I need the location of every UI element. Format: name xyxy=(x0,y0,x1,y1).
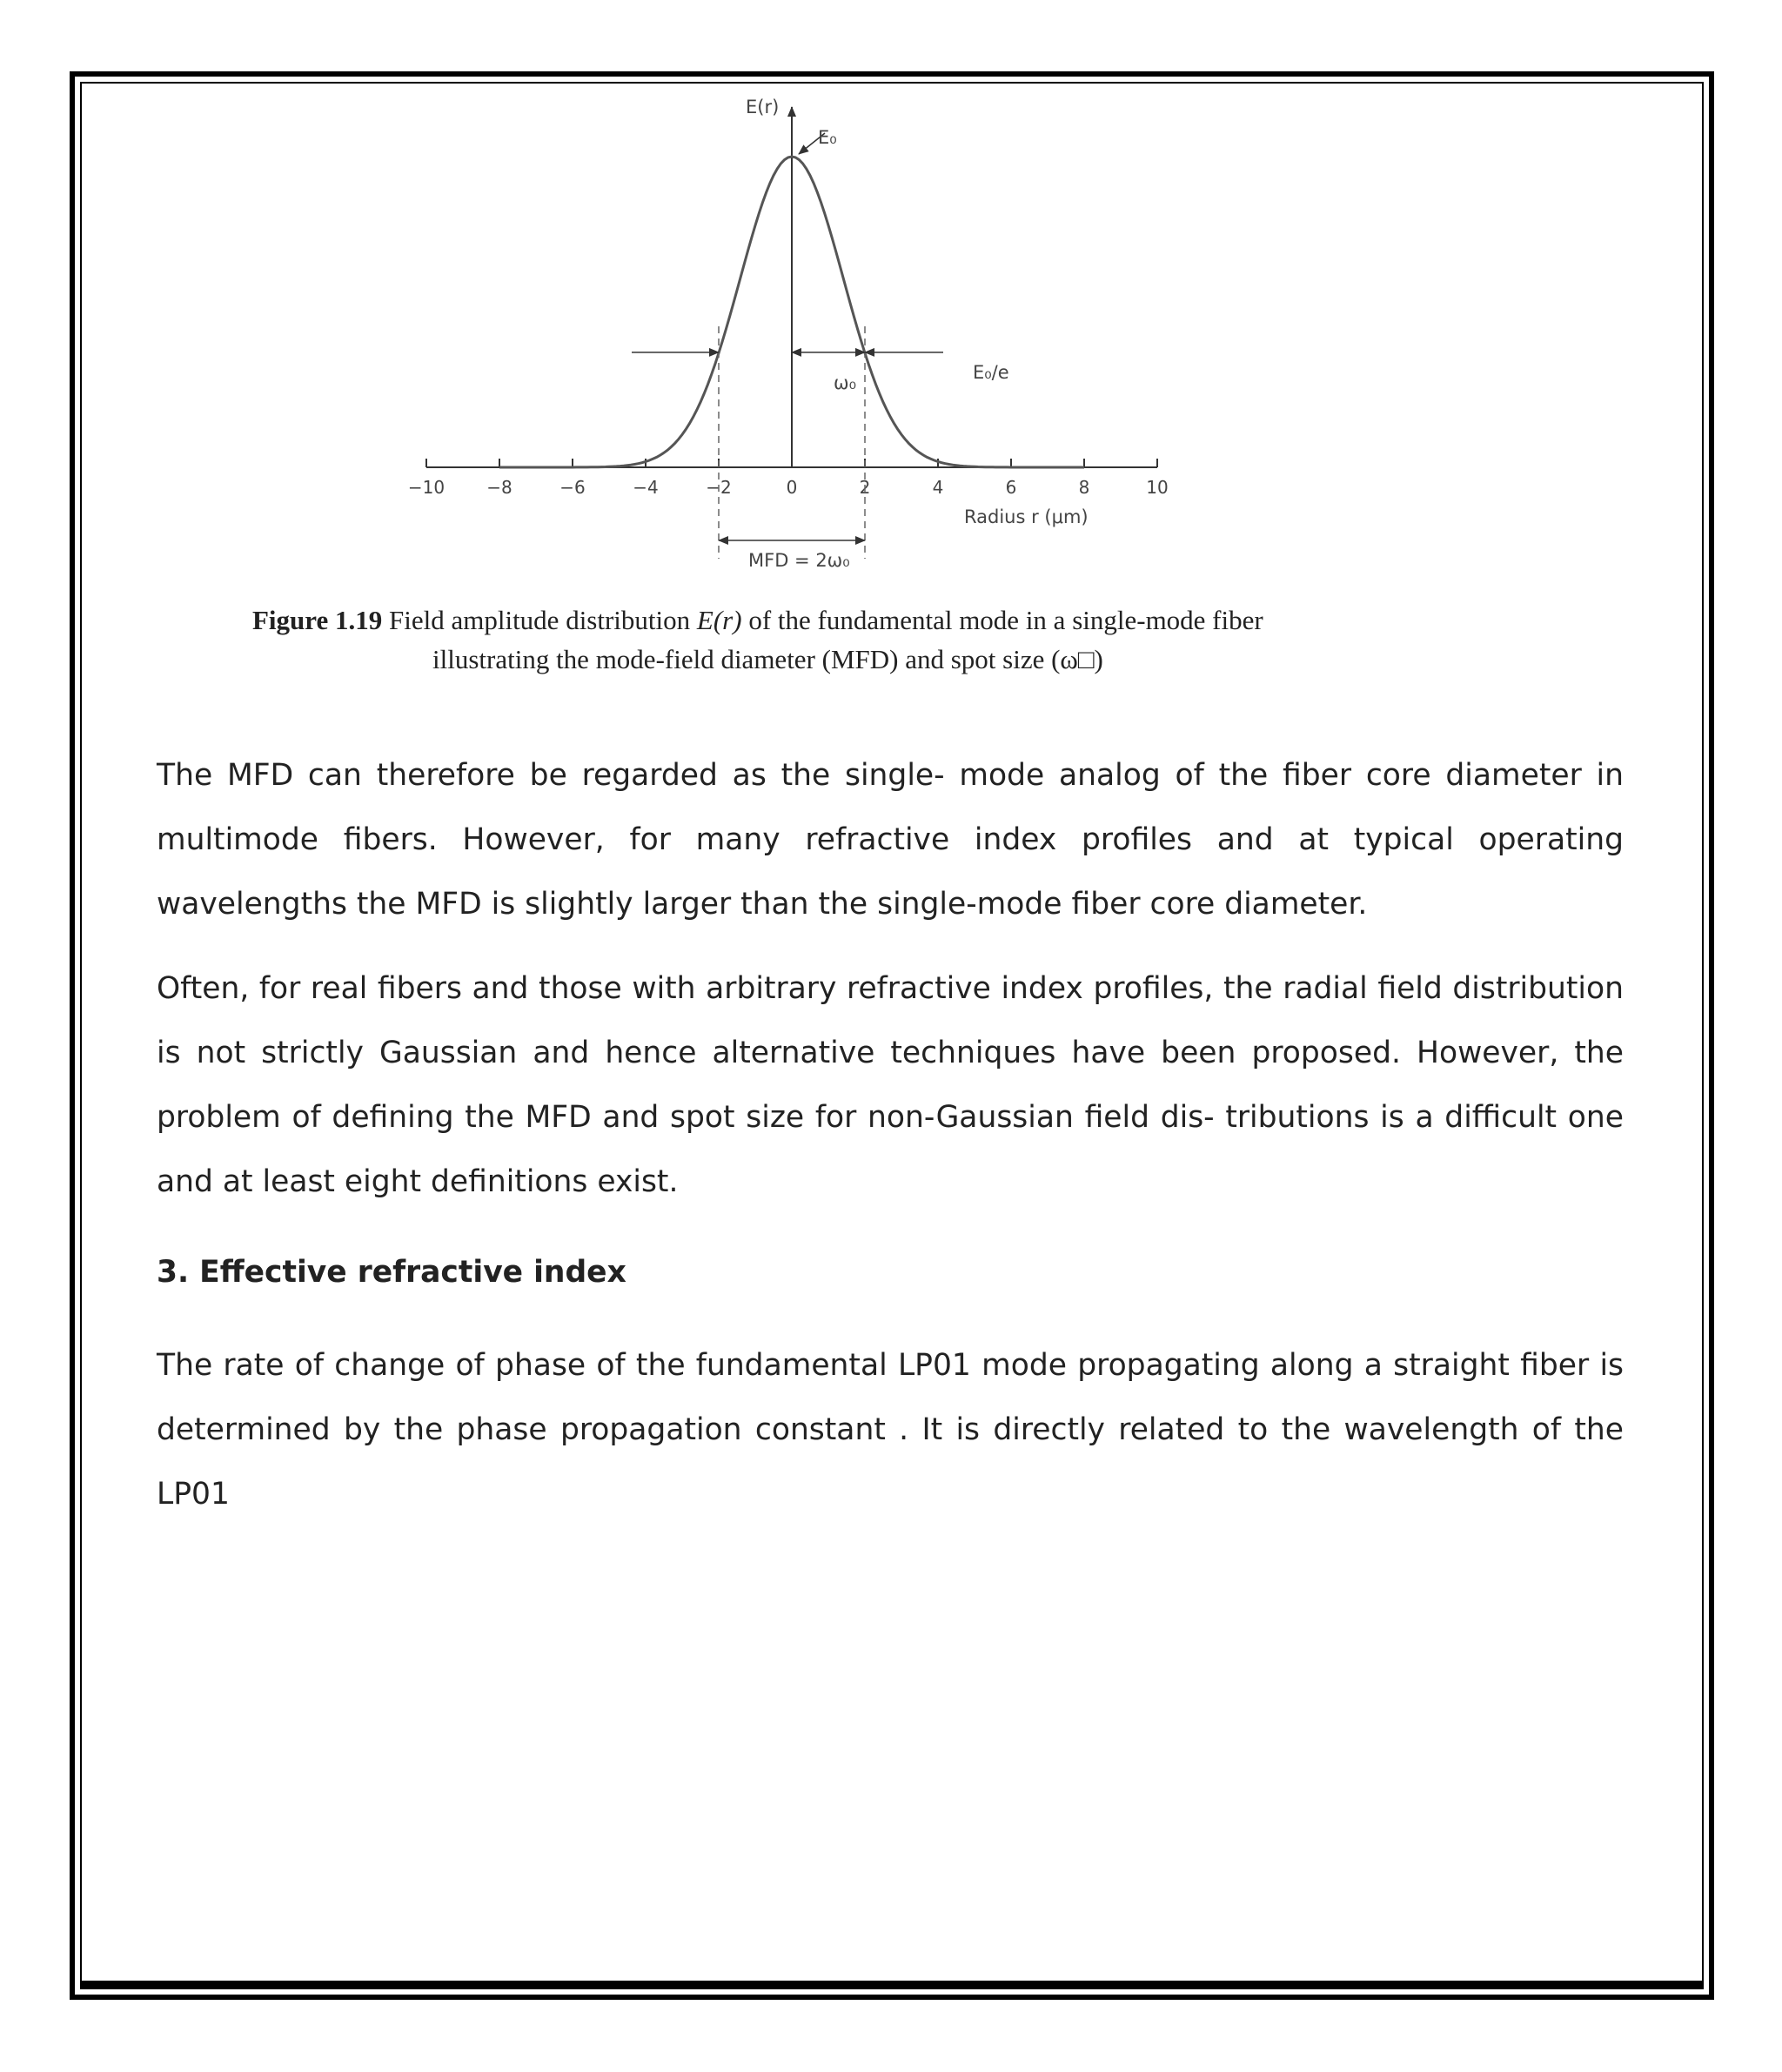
x-tick-label: −8 xyxy=(486,477,512,498)
x-tick-label: −6 xyxy=(559,477,586,498)
e-fold-label: E₀/e xyxy=(973,362,1009,383)
caption-line-1 xyxy=(252,600,1349,640)
caption-figure-number: Figure 1.19 xyxy=(252,605,383,635)
x-tick-label: −4 xyxy=(633,477,659,498)
spot-size-label: ω₀ xyxy=(834,372,857,393)
figure-field-distribution xyxy=(383,91,1218,579)
paragraph-non-gaussian: Often, for real fibers and those with arbitrary refractive index profiles, the radial field distribution is not strictly Gaussian and hence alternative techniques have been proposed. However, the problem of defining the MFD and spot size for non-Gaussian field dis- tributions is a difficult one and at least eight definitions exist. xyxy=(157,971,1624,1199)
paragraph-mfd-analog: The MFD can therefore be regarded as the single- mode analog of the fiber core diameter in multimode fibers. However, for many refractive index profiles and at typical operating wavelengths the MFD is slightly larger than the single-mode fiber core diameter. xyxy=(157,758,1624,922)
x-tick-label: 8 xyxy=(1078,477,1090,498)
caption-text-2: of the fundamental mode in a single-mode fiber xyxy=(748,605,1263,635)
x-tick-label: −10 xyxy=(407,477,446,498)
mfd-label: MFD = 2ω₀ xyxy=(748,550,850,571)
caption-text-1: Field amplitude distribution xyxy=(389,605,691,635)
caption-line-2: illustrating the mode-field diameter (MFD) and spot size (ω□) xyxy=(432,644,1103,674)
x-tick-label: 2 xyxy=(859,477,871,498)
x-tick-label: 4 xyxy=(932,477,944,498)
peak-label: E₀ xyxy=(818,127,837,148)
x-tick-label: −2 xyxy=(706,477,732,498)
caption-math: E(r) xyxy=(696,605,742,635)
figure-caption xyxy=(252,600,1349,679)
x-tick-label: 10 xyxy=(1146,477,1169,498)
gaussian-chart xyxy=(383,91,1218,579)
paragraph-effective-index: The rate of change of phase of the fundamental LP01 mode propagating along a straight fiber is determined by the phase propagation constant . It is directly related to the wavelength of the LP01 xyxy=(157,1348,1624,1512)
y-axis-label: E(r) xyxy=(746,97,780,117)
x-tick-label: 0 xyxy=(786,477,798,498)
section-heading: 3. Effective refractive index xyxy=(157,1255,626,1290)
x-axis-label: Radius r (μm) xyxy=(964,506,1089,527)
x-tick-label: 6 xyxy=(1005,477,1017,498)
